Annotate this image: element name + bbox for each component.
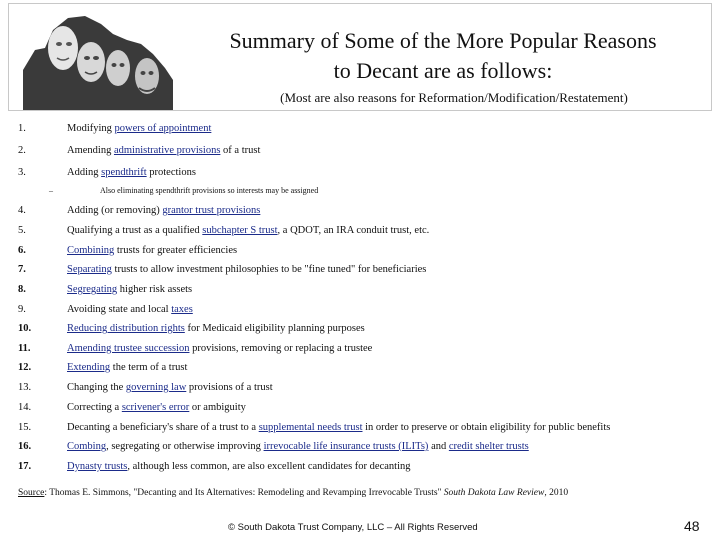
item-number: 3. — [18, 167, 26, 178]
item-text-segment: the term of a trust — [110, 362, 188, 373]
footer-copyright: © South Dakota Trust Company, LLC – All Rights Reserved — [228, 522, 478, 533]
item-number: 14. — [18, 402, 32, 413]
item-text — [67, 222, 429, 240]
item-text-segment: for Medicaid eligibility planning purposes — [184, 323, 365, 334]
item-text-segment: , segregating or otherwise improving — [106, 441, 264, 452]
item-number: 5. — [18, 225, 26, 236]
item-number: 1. — [18, 123, 26, 134]
item-text — [67, 301, 193, 319]
list-item — [0, 120, 720, 138]
list-item — [0, 261, 720, 279]
item-number: 4. — [18, 205, 26, 216]
list-item — [0, 202, 720, 220]
item-text — [67, 399, 246, 417]
item-number: 13. — [18, 382, 32, 393]
item-link[interactable]: governing law — [125, 382, 187, 393]
item-text — [67, 120, 211, 138]
list-subitem — [0, 184, 720, 198]
item-text — [67, 359, 187, 377]
item-text — [67, 379, 273, 397]
item-text-segment: Correcting a — [67, 402, 122, 413]
item-text-segment: , a QDOT, an IRA conduit trust, etc. — [277, 225, 430, 236]
item-text-segment: provisions of a trust — [186, 382, 273, 393]
item-text — [67, 419, 610, 437]
item-text-segment: Also eliminating spendthrift provisions so interests may be assigned — [100, 186, 319, 195]
item-number: 17. — [18, 461, 32, 472]
item-link[interactable]: irrevocable life insurance trusts (ILITs) — [263, 441, 429, 452]
item-number: 10. — [18, 323, 32, 334]
list-item — [0, 164, 720, 182]
item-number: 8. — [18, 284, 26, 295]
item-link[interactable]: supplemental needs trust — [258, 422, 363, 433]
list-item — [0, 419, 720, 437]
item-number: 16. — [18, 441, 32, 452]
item-text — [67, 202, 260, 220]
source-year: , 2010 — [544, 488, 569, 498]
item-text — [67, 242, 237, 260]
list-item — [0, 379, 720, 397]
item-number: 9. — [18, 304, 26, 315]
item-text-segment: trusts for greater efficiencies — [114, 245, 238, 256]
item-link[interactable]: Segregating — [67, 284, 118, 295]
item-link[interactable]: scrivener's error — [121, 402, 190, 413]
item-text-segment: protections — [146, 167, 196, 178]
item-text-segment: trusts to allow investment philosophies to be "fine tuned" for beneficiaries — [111, 264, 427, 275]
item-text-segment: higher risk assets — [117, 284, 193, 295]
item-number: 15. — [18, 422, 32, 433]
header-box — [8, 3, 712, 111]
title-line-1: Summary of Some of the More Popular Reasons — [229, 28, 657, 53]
item-link[interactable]: credit shelter trusts — [448, 441, 529, 452]
item-link[interactable]: Amending trustee succession — [67, 343, 190, 354]
item-text — [67, 142, 260, 160]
item-number: 7. — [18, 264, 26, 275]
item-text-segment: in order to preserve or obtain eligibility for public benefits — [362, 422, 611, 433]
list-item — [0, 301, 720, 319]
sub-bullet: – — [49, 186, 53, 195]
item-text-segment: Modifying — [67, 123, 115, 134]
item-link[interactable]: taxes — [171, 304, 193, 315]
item-text-segment: , although less common, are also excellent candidates for decanting — [127, 461, 411, 472]
item-text-segment: Adding — [67, 167, 102, 178]
item-link[interactable]: Reducing distribution rights — [67, 323, 185, 334]
item-text-segment: of a trust — [220, 145, 261, 156]
source-journal: South Dakota Law Review — [443, 488, 545, 498]
list-item — [0, 281, 720, 299]
list-item — [0, 222, 720, 240]
item-link[interactable]: Extending — [67, 362, 111, 373]
list-item — [0, 438, 720, 456]
list-item — [0, 359, 720, 377]
item-text-segment: Amending — [67, 145, 114, 156]
item-link[interactable]: subchapter S trust — [202, 225, 278, 236]
title-line-2: to Decant are as follows: — [333, 58, 553, 83]
page-subtitle: (Most are also reasons for Reformation/Modification/Restatement) — [280, 90, 628, 105]
source-citation — [18, 488, 568, 498]
item-link[interactable]: administrative provisions — [113, 145, 221, 156]
item-link[interactable]: Dynasty trusts — [67, 461, 128, 472]
item-text — [67, 261, 426, 279]
item-link[interactable]: Combining — [67, 245, 115, 256]
item-text-segment: Qualifying a trust as a qualified — [67, 225, 203, 236]
item-link[interactable]: Separating — [67, 264, 112, 275]
item-text-segment: and — [428, 441, 449, 452]
list-item — [0, 340, 720, 358]
page-title — [169, 26, 717, 86]
item-number: 6. — [18, 245, 26, 256]
item-text — [67, 164, 196, 182]
item-text-segment: provisions, removing or replacing a trustee — [189, 343, 373, 354]
item-text-segment: Avoiding state and local — [67, 304, 172, 315]
source-label: Source — [18, 488, 45, 498]
item-number: 11. — [18, 343, 31, 354]
list-item — [0, 242, 720, 260]
page-number: 48 — [684, 518, 700, 534]
item-text-segment: Changing the — [67, 382, 126, 393]
list-item — [0, 320, 720, 338]
item-text — [67, 281, 192, 299]
list-item — [0, 399, 720, 417]
item-text-segment: Adding (or removing) — [67, 205, 163, 216]
item-number: 12. — [18, 362, 32, 373]
item-text-segment: or ambiguity — [189, 402, 246, 413]
list-item — [0, 458, 720, 476]
item-text-segment: Decanting a beneficiary's share of a trust to a — [67, 422, 259, 433]
item-link[interactable]: spendthrift — [101, 167, 147, 178]
item-link[interactable]: Combing — [67, 441, 107, 452]
source-text: : Thomas E. Simmons, "Decanting and Its Alternatives: Remodeling and Revamping Irrevocable Trusts" — [44, 488, 444, 498]
mount-rushmore-logo — [23, 10, 173, 110]
item-text — [67, 340, 372, 358]
list-item — [0, 142, 720, 160]
item-text — [67, 438, 529, 456]
item-link[interactable]: grantor trust provisions — [162, 205, 261, 216]
item-text — [100, 184, 318, 198]
item-text — [67, 320, 365, 338]
item-link[interactable]: powers of appointment — [114, 123, 212, 134]
item-number: 2. — [18, 145, 26, 156]
item-text — [67, 458, 411, 476]
